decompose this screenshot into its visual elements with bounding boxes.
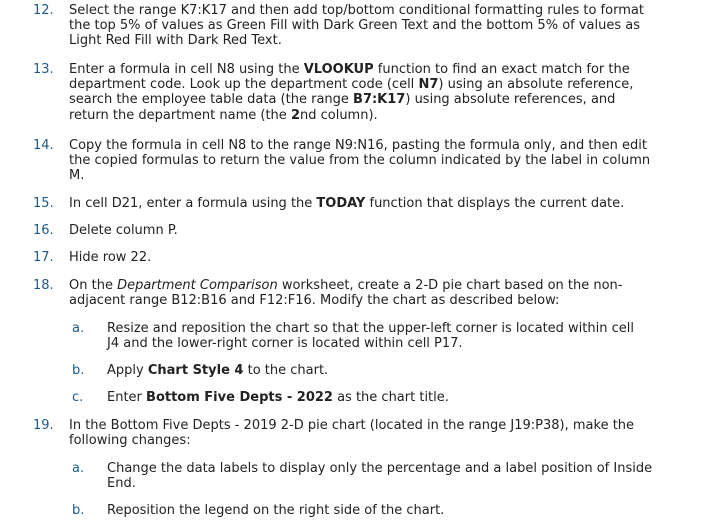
step-text bbox=[69, 223, 679, 238]
text-line bbox=[69, 108, 679, 123]
substep-letter: c. bbox=[72, 390, 84, 405]
text-line bbox=[69, 278, 679, 293]
text-line bbox=[107, 390, 677, 405]
text-line: End. bbox=[107, 476, 136, 492]
column-number: 2 bbox=[290, 107, 300, 123]
text-line: Reposition the legend on the right side of the chart. bbox=[107, 503, 445, 518]
substep-text bbox=[107, 363, 677, 378]
text-line: Select the range K7:K17 and then add top/bottom conditional formatting rules to format bbox=[69, 3, 644, 18]
step-text bbox=[69, 138, 679, 184]
text-run: nd column). bbox=[299, 107, 378, 123]
function-name: VLOOKUP bbox=[303, 62, 374, 77]
text-line: following changes: bbox=[69, 433, 191, 449]
text-run: On the bbox=[69, 278, 118, 293]
text-line: adjacent range B12:B16 and F12:F16. Modify the chart as described below: bbox=[69, 293, 560, 309]
substep-letter: a. bbox=[72, 461, 85, 476]
step-number: 12. bbox=[33, 3, 54, 18]
text-line: Hide row 22. bbox=[69, 250, 152, 265]
text-run: worksheet, create a 2-D pie chart based on the non- bbox=[277, 278, 623, 293]
step-text bbox=[69, 278, 679, 308]
text-line: Copy the formula in cell N8 to the range N9:N16, pasting the formula only, and then edit bbox=[69, 138, 648, 153]
text-run: as the chart title. bbox=[332, 390, 449, 405]
text-run: search the employee table data (the range bbox=[69, 92, 354, 108]
text-line bbox=[107, 363, 677, 378]
text-line: Light Red Fill with Dark Red Text. bbox=[69, 33, 282, 49]
text-run: to the chart. bbox=[243, 363, 329, 378]
range-reference: B7:K17 bbox=[353, 92, 406, 108]
text-line bbox=[69, 77, 679, 92]
step-number: 19. bbox=[33, 418, 54, 433]
text-line bbox=[69, 196, 679, 211]
text-line: Change the data labels to display only the percentage and a label position of Inside bbox=[107, 461, 653, 476]
text-run: Apply bbox=[107, 363, 148, 378]
text-run: Enter bbox=[107, 390, 147, 405]
text-run: function to find an exact match for the bbox=[373, 62, 630, 77]
step-number: 17. bbox=[33, 250, 54, 265]
step-number: 18. bbox=[33, 278, 54, 293]
chart-title-text: Bottom Five Depts - 2022 bbox=[146, 390, 333, 405]
text-line: M. bbox=[69, 168, 85, 184]
function-name: TODAY bbox=[316, 196, 366, 211]
substep-letter: b. bbox=[72, 363, 85, 378]
text-line bbox=[69, 92, 679, 107]
worksheet-name: Department Comparison bbox=[117, 278, 278, 293]
text-line: Resize and reposition the chart so that the upper-left corner is located within cell bbox=[107, 321, 634, 336]
step-number: 16. bbox=[33, 223, 54, 238]
text-run: ) using an absolute reference, bbox=[438, 77, 634, 93]
text-run: In cell D21, enter a formula using the bbox=[69, 196, 317, 211]
substep-letter: b. bbox=[72, 503, 85, 518]
text-line: the top 5% of values as Green Fill with Dark Green Text and the bottom 5% of values as bbox=[69, 18, 641, 34]
step-text bbox=[69, 196, 679, 211]
text-line: J4 and the lower-right corner is located within cell P17. bbox=[107, 336, 463, 352]
step-number: 14. bbox=[33, 138, 54, 153]
text-run: Enter a formula in cell N8 using the bbox=[69, 62, 304, 77]
chart-style-name: Chart Style 4 bbox=[147, 363, 244, 378]
cell-reference: N7 bbox=[418, 77, 439, 93]
substep-text bbox=[107, 390, 677, 405]
text-line bbox=[69, 62, 679, 77]
step-text bbox=[69, 418, 679, 448]
text-line: Delete column P. bbox=[69, 223, 178, 238]
substep-letter: a. bbox=[72, 321, 85, 336]
step-number: 15. bbox=[33, 196, 54, 211]
text-run: return the department name (the bbox=[69, 107, 291, 123]
step-number: 13. bbox=[33, 62, 54, 77]
text-run: function that displays the current date. bbox=[365, 196, 625, 211]
text-line: In the Bottom Five Depts - 2019 2-D pie chart (located in the range J19:P38), make the bbox=[69, 418, 635, 433]
substep-text bbox=[107, 321, 677, 351]
text-run: department code. Look up the department code (cell bbox=[69, 77, 419, 93]
text-line: the copied formulas to return the value from the column indicated by the label in column bbox=[69, 153, 651, 169]
step-text bbox=[69, 3, 679, 49]
text-run: ) using absolute references, and bbox=[405, 92, 616, 108]
substep-text bbox=[107, 503, 677, 518]
substep-text bbox=[107, 461, 677, 491]
step-text bbox=[69, 62, 679, 123]
step-text bbox=[69, 250, 679, 265]
